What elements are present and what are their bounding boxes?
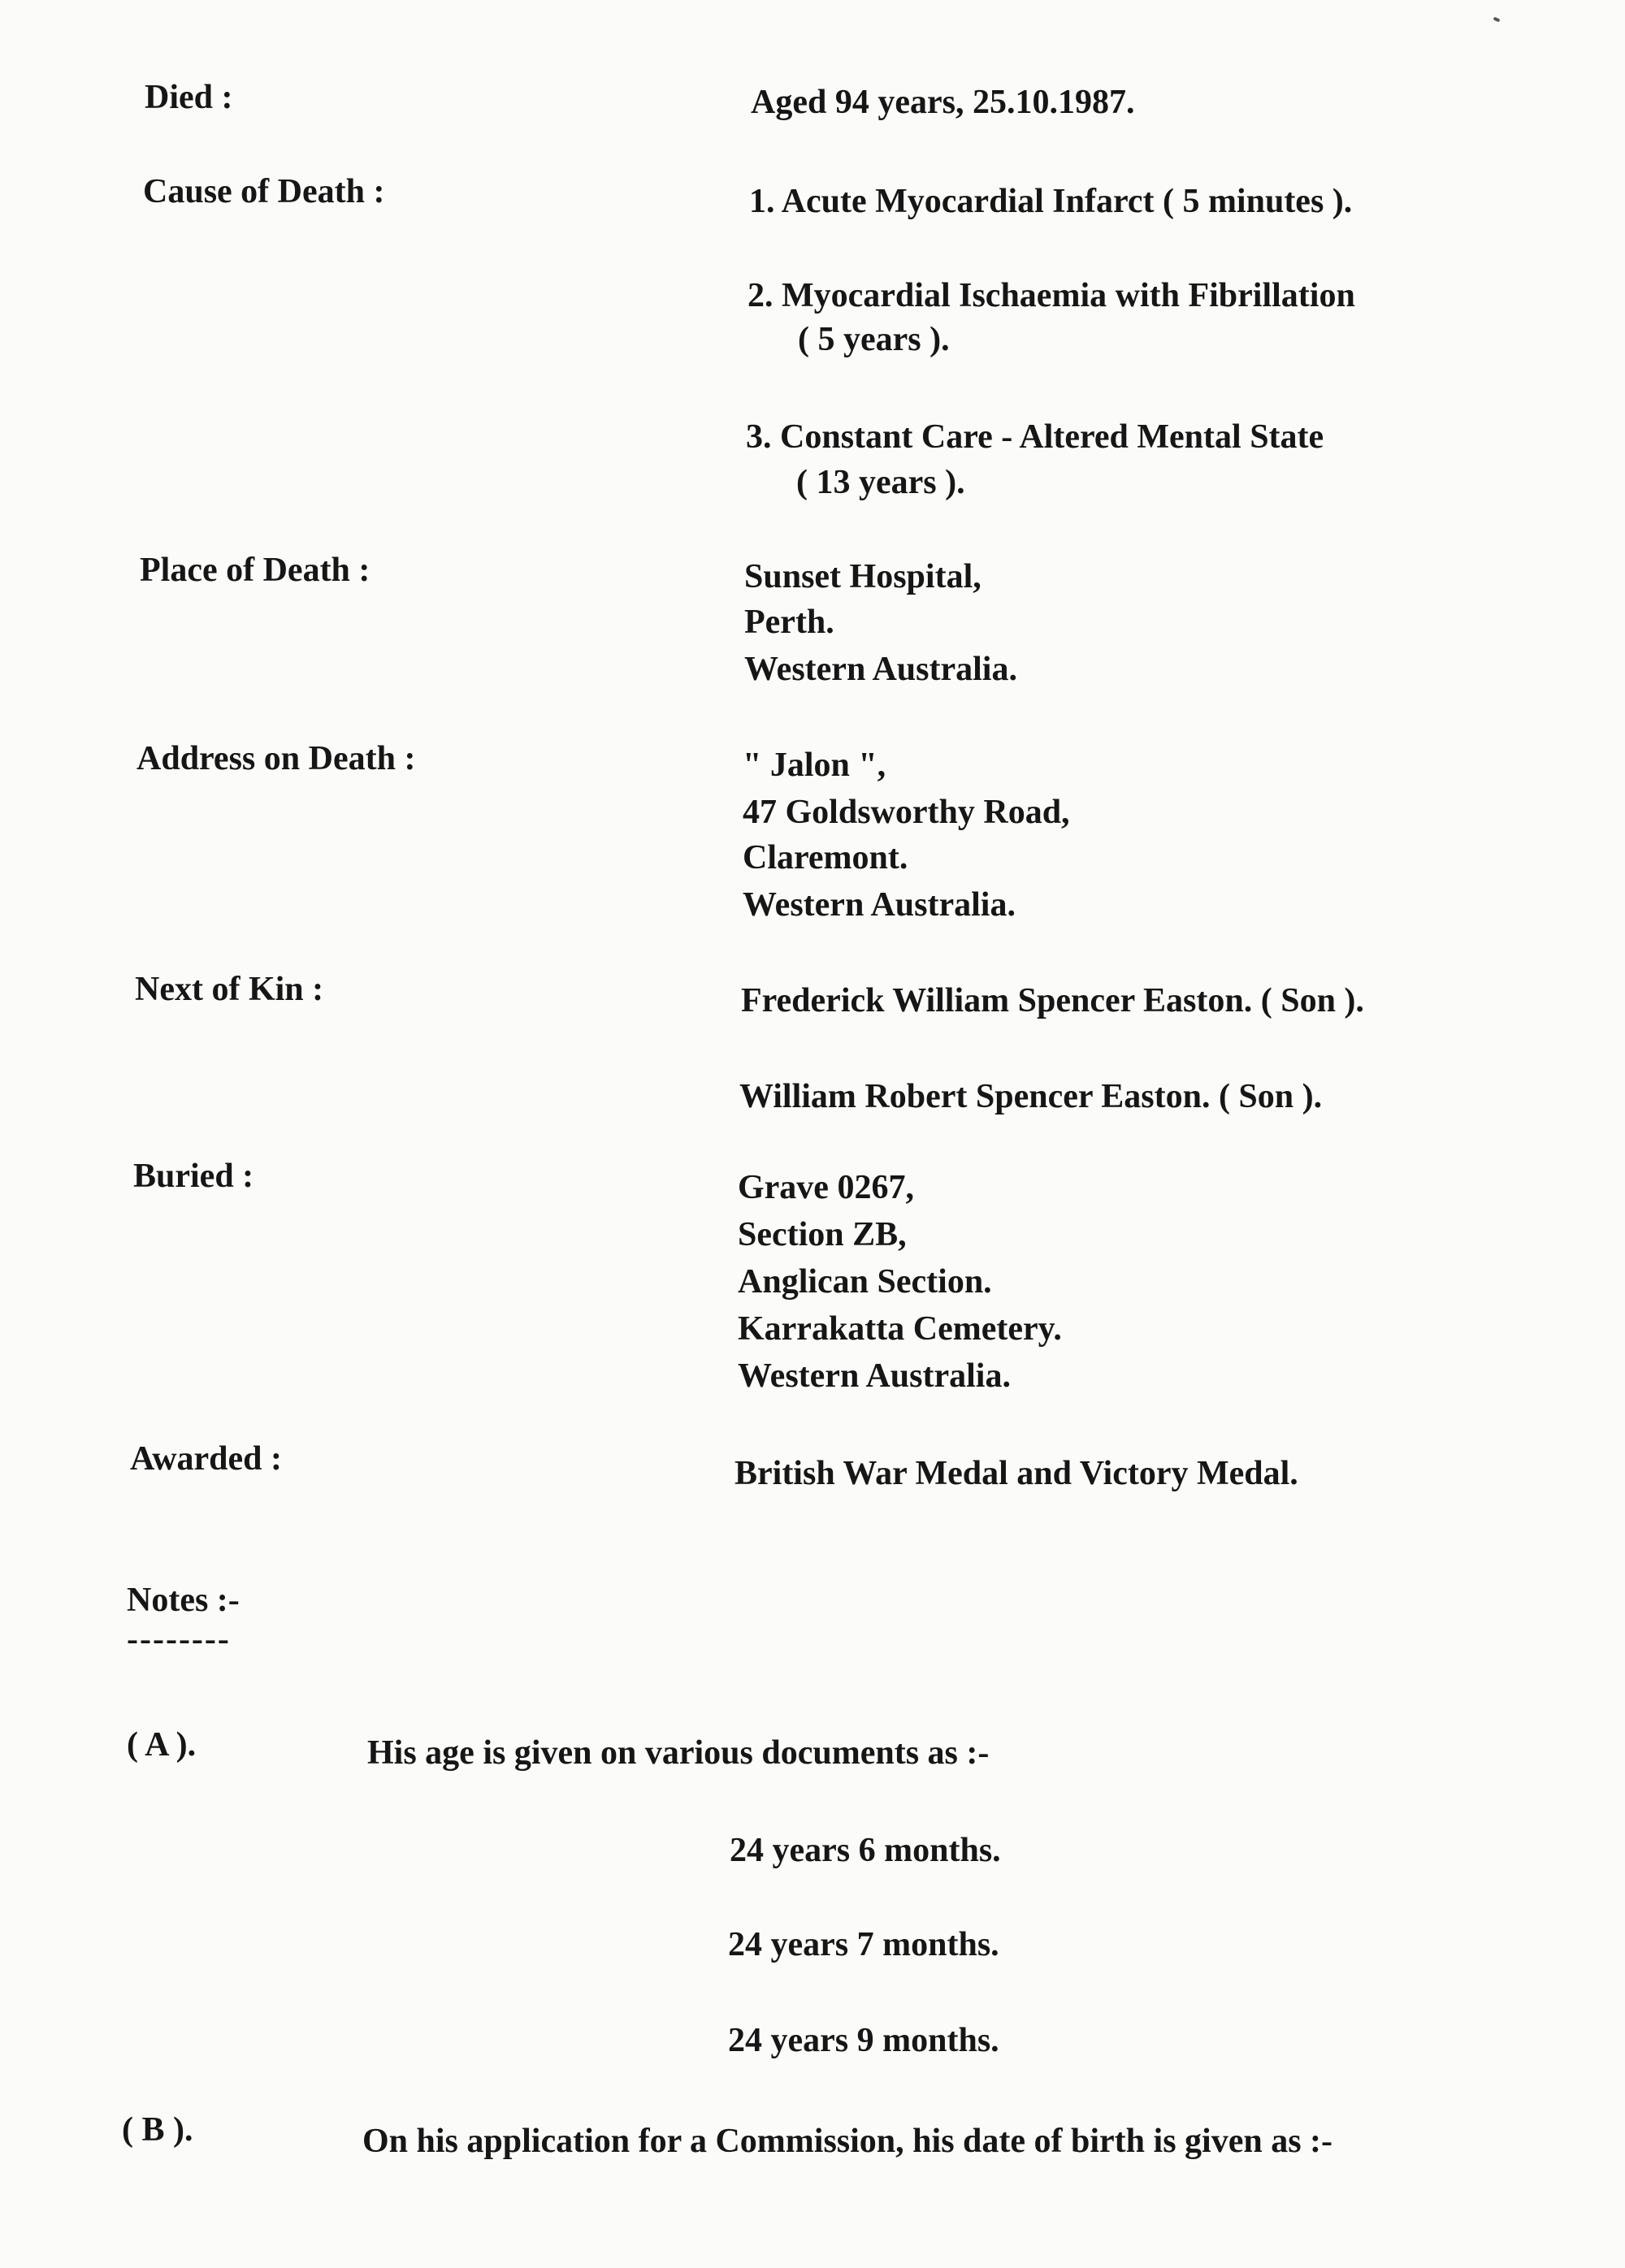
note-a-age-1: 24 years 6 months. [730, 1832, 1001, 1869]
cause-item-2-duration: ( 5 years ). [798, 321, 950, 358]
next-of-kin-1: Frederick William Spencer Easton. ( Son ). [741, 982, 1364, 1019]
cause-item-1: 1. Acute Myocardial Infarct ( 5 minutes ). [749, 183, 1353, 220]
address-line-2: 47 Goldsworthy Road, [743, 794, 1070, 831]
next-of-kin-2: William Robert Spencer Easton. ( Son ). [739, 1078, 1323, 1115]
buried-line-2: Section ZB, [738, 1216, 907, 1253]
cause-item-2: 2. Myocardial Ischaemia with Fibrillation [748, 277, 1355, 314]
note-a-text: His age is given on various documents as :- [367, 1734, 990, 1772]
address-line-4: Western Australia. [743, 886, 1016, 924]
scan-speck [1493, 16, 1501, 22]
buried-line-4: Karrakatta Cemetery. [738, 1310, 1062, 1348]
awarded-label: Awarded : [130, 1440, 283, 1478]
cause-item-3-duration: ( 13 years ). [796, 464, 965, 501]
address-on-death-label: Address on Death : [136, 740, 416, 777]
place-of-death-line-3: Western Australia. [744, 651, 1017, 688]
address-line-1: " Jalon ", [743, 747, 886, 784]
died-label: Died : [145, 79, 233, 116]
address-line-3: Claremont. [743, 839, 908, 876]
cause-of-death-label: Cause of Death : [143, 173, 385, 210]
place-of-death-line-1: Sunset Hospital, [744, 558, 982, 595]
buried-line-1: Grave 0267, [738, 1169, 914, 1206]
buried-line-3: Anglican Section. [738, 1263, 992, 1301]
note-b-text: On his application for a Commission, his date of birth is given as :- [362, 2123, 1333, 2160]
buried-label: Buried : [133, 1158, 254, 1195]
buried-line-5: Western Australia. [738, 1357, 1011, 1395]
awarded-value: British War Medal and Victory Medal. [734, 1455, 1298, 1492]
place-of-death-label: Place of Death : [140, 552, 370, 589]
note-b-marker: ( B ). [122, 2111, 193, 2149]
place-of-death-line-2: Perth. [744, 604, 834, 641]
next-of-kin-label: Next of Kin : [135, 971, 324, 1008]
note-a-age-2: 24 years 7 months. [728, 1926, 999, 1963]
note-a-age-3: 24 years 9 months. [728, 2022, 999, 2059]
died-value: Aged 94 years, 25.10.1987. [751, 84, 1135, 121]
note-a-marker: ( A ). [127, 1726, 197, 1764]
notes-rule: -------- [127, 1621, 231, 1658]
notes-heading: Notes :- [127, 1582, 240, 1619]
cause-item-3: 3. Constant Care - Altered Mental State [746, 418, 1324, 456]
